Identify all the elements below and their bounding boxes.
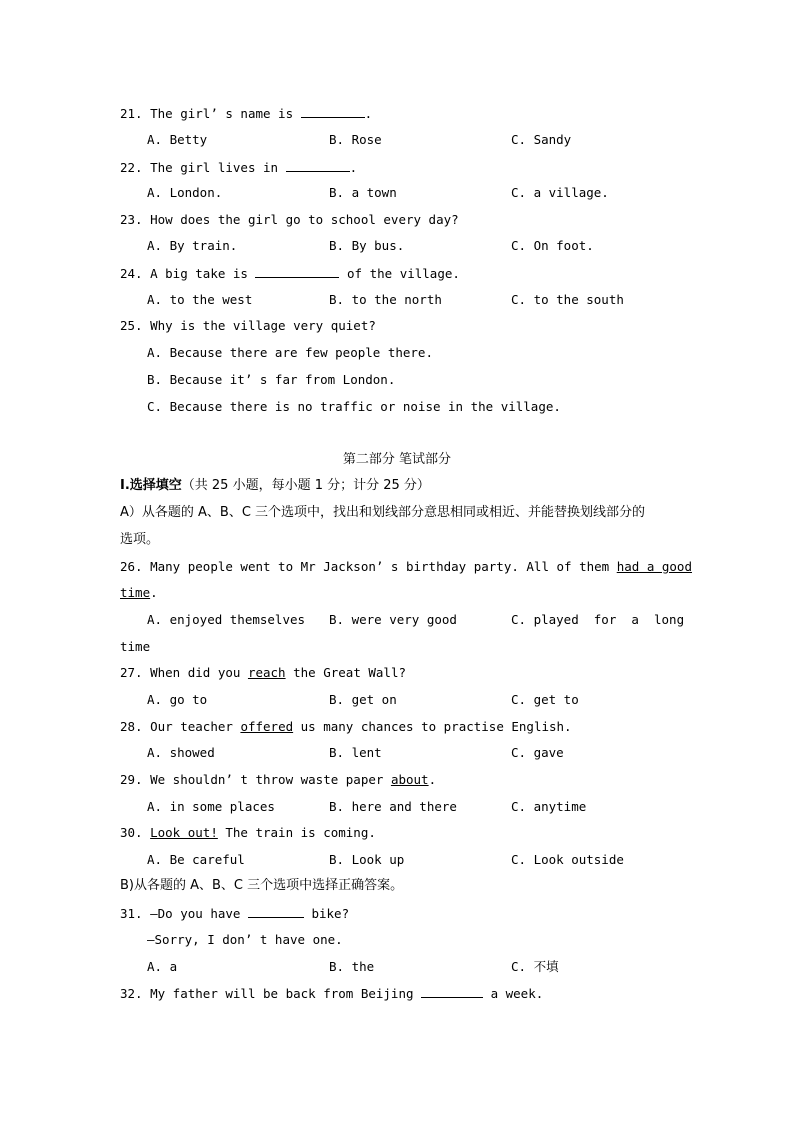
question-text-end: .: [364, 106, 373, 121]
question-26: [120, 558, 692, 576]
instruction-a-line1: A）从各题的 A、B、C 三个选项中，找出和划线部分意思相同或相近、并能替换划线部分的: [120, 505, 646, 520]
underlined-phrase: about: [390, 772, 429, 787]
option-c: C. to the south: [511, 292, 624, 307]
option-a: A. London.: [147, 185, 223, 200]
question-26-cont: [120, 584, 158, 602]
question-text: My father will be back from Beijing: [150, 986, 414, 1001]
underlined-phrase: reach: [247, 665, 286, 680]
question-text: Many people went to Mr Jackson’ s birthday party. All of them: [150, 559, 610, 574]
question-number: 29.: [120, 772, 143, 787]
option-b: B. were very good: [329, 612, 457, 627]
question-30: [120, 824, 376, 842]
answer-blank: [301, 104, 365, 118]
part-two-title: 第二部分 笔试部分: [342, 452, 452, 467]
section-label: Ⅰ.选择填空: [120, 478, 182, 493]
instruction-b: B)从各题的 A、B、C 三个选项中选择正确答案。: [120, 878, 404, 893]
underlined-phrase: offered: [240, 719, 294, 734]
question-text-end: the Great Wall?: [293, 665, 407, 680]
question-text: We shouldn’ t throw waste paper: [150, 772, 384, 787]
option-a: A. Be careful: [147, 852, 245, 867]
instruction-a-line2: 选项。: [120, 532, 160, 547]
option-a: A. showed: [147, 745, 215, 760]
question-number: 27.: [120, 665, 143, 680]
question-31: [120, 904, 349, 923]
option-a: A. Because there are few people there.: [147, 345, 433, 360]
question-text: The girl lives in: [150, 160, 279, 175]
question-text: —Do you have: [150, 906, 241, 921]
option-a: A. enjoyed themselves: [147, 612, 306, 627]
question-number: 31.: [120, 906, 143, 921]
option-b: B. a town: [329, 185, 397, 200]
question-text: How does the girl go to school every day?: [150, 212, 459, 227]
option-b: B. Because it’ s far from London.: [147, 372, 396, 387]
option-c: C. 不填: [511, 959, 559, 974]
option-c: C. Sandy: [511, 132, 572, 147]
answer-blank: [286, 158, 350, 172]
question-23: [120, 211, 459, 229]
question-number: 24.: [120, 266, 143, 281]
question-text: The girl’ s name is: [150, 106, 294, 121]
question-24: [120, 264, 460, 283]
option-c-cont: time: [120, 639, 151, 654]
option-b: B. Rose: [329, 132, 382, 147]
question-32: [120, 984, 543, 1003]
question-text-end: bike?: [311, 906, 350, 921]
answer-blank: [255, 264, 339, 278]
option-a: A. in some places: [147, 799, 275, 814]
option-b: B. the: [329, 959, 375, 974]
question-number: 22.: [120, 160, 143, 175]
option-b: B. to the north: [329, 292, 442, 307]
question-number: 25.: [120, 318, 143, 333]
question-number: 28.: [120, 719, 143, 734]
option-a: A. a: [147, 959, 178, 974]
option-c: C. anytime: [511, 799, 587, 814]
question-text: When did you: [150, 665, 241, 680]
option-a: A. Betty: [147, 132, 208, 147]
question-text: Our teacher: [150, 719, 233, 734]
option-b: B. get on: [329, 692, 397, 707]
option-a: A. go to: [147, 692, 208, 707]
question-number: 26.: [120, 559, 143, 574]
question-text: A big take is: [150, 266, 248, 281]
option-b: B. lent: [329, 745, 382, 760]
question-27: [120, 664, 406, 682]
question-number: 30.: [120, 825, 143, 840]
underlined-phrase: time: [120, 585, 151, 600]
question-text: The train is coming.: [225, 825, 376, 840]
option-b: B. Look up: [329, 852, 405, 867]
option-a: A. By train.: [147, 238, 238, 253]
question-25: [120, 317, 376, 335]
section-heading: [120, 477, 430, 495]
question-22: [120, 158, 357, 177]
question-text-end: us many chances to practise English.: [300, 719, 572, 734]
question-text-end: .: [150, 585, 158, 600]
option-c: C. get to: [511, 692, 579, 707]
section-scoring: （共 25 小题，每小题 1 分；计分 25 分）: [181, 478, 430, 493]
question-text: Why is the village very quiet?: [150, 318, 376, 333]
underlined-phrase: had a good: [616, 559, 692, 574]
option-b: B. By bus.: [329, 238, 405, 253]
question-text-end: .: [349, 160, 358, 175]
answer-blank: [421, 984, 483, 998]
option-a: A. to the west: [147, 292, 253, 307]
answer-blank: [248, 904, 304, 918]
option-c: C. Look outside: [511, 852, 624, 867]
option-c: C. On foot.: [511, 238, 594, 253]
option-b: B. here and there: [329, 799, 457, 814]
option-c: C. gave: [511, 745, 564, 760]
question-29: [120, 771, 436, 789]
question-text-end: a week.: [490, 986, 544, 1001]
question-text-end: of the village.: [347, 266, 460, 281]
option-c: C. played for a long: [511, 612, 685, 627]
underlined-phrase: Look out!: [150, 825, 218, 840]
question-text-end: .: [428, 772, 437, 787]
option-c: C. a village.: [511, 185, 609, 200]
option-c: C. Because there is no traffic or noise in the village.: [147, 399, 561, 414]
question-31-reply: —Sorry, I don’ t have one.: [147, 932, 343, 947]
question-21: [120, 104, 372, 123]
question-number: 23.: [120, 212, 143, 227]
question-number: 21.: [120, 106, 143, 121]
question-number: 32.: [120, 986, 143, 1001]
question-28: [120, 718, 572, 736]
